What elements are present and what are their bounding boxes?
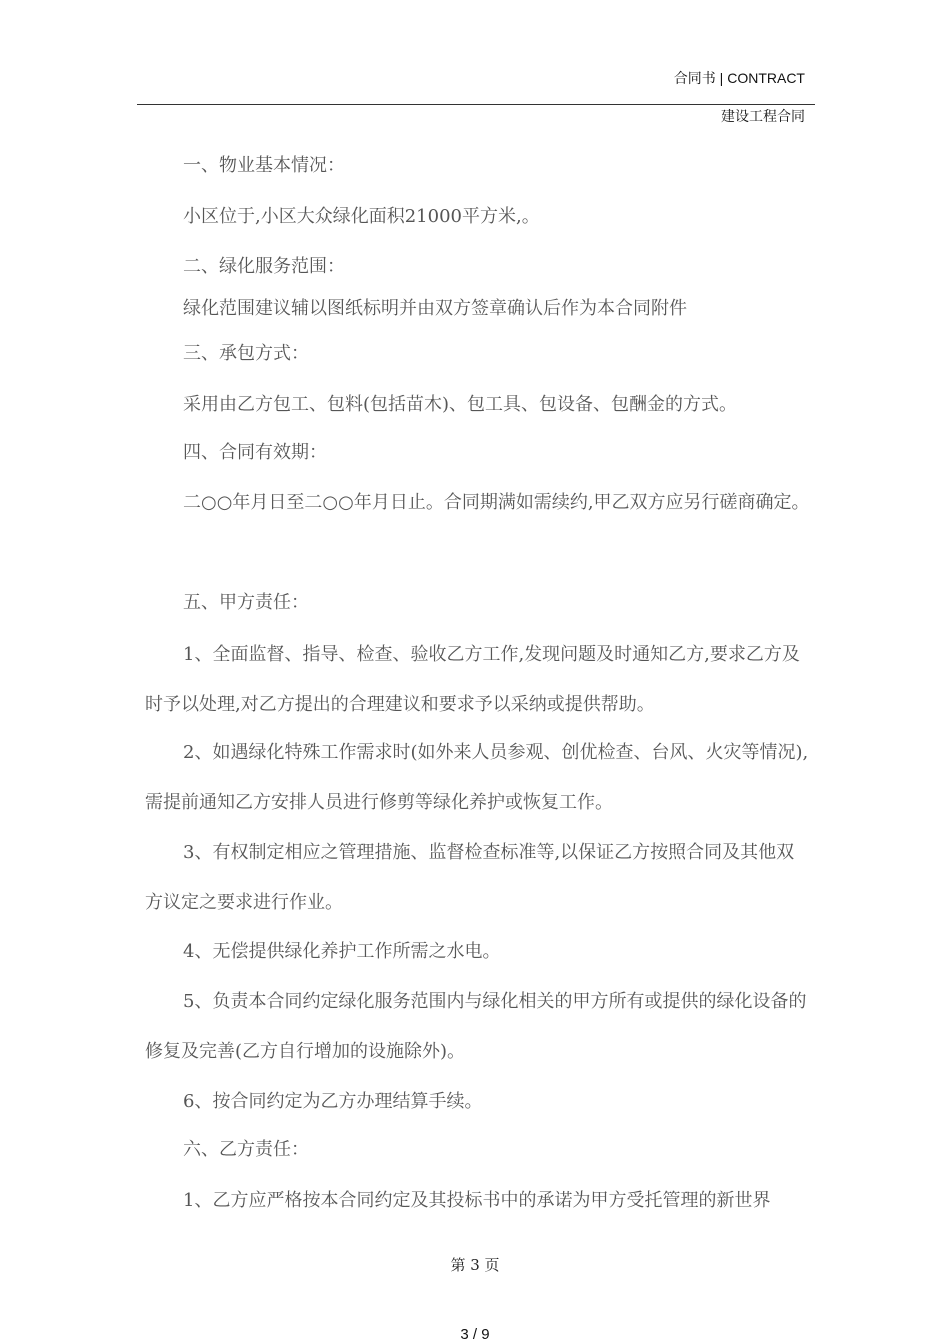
paragraph: 4、无偿提供绿化养护工作所需之水电。 <box>183 941 501 962</box>
paragraph: 1、乙方应严格按本合同约定及其投标书中的承诺为甲方受托管理的新世界 <box>183 1190 771 1211</box>
section-heading-2: 二、绿化服务范围： <box>183 256 345 277</box>
paragraph: 绿化范围建议辅以图纸标明并由双方签章确认后作为本合同附件 <box>183 298 687 319</box>
header-subtitle: 建设工程合同 <box>721 108 805 124</box>
page-count: 3 / 9 <box>460 1326 490 1343</box>
paragraph: 二○○年月日至二○○年月日止。合同期满如需续约,甲乙双方应另行磋商确定。 <box>183 492 810 513</box>
header-divider <box>137 104 815 105</box>
section-heading-5: 五、甲方责任： <box>183 592 309 613</box>
paragraph: 1、全面监督、指导、检查、验收乙方工作,发现问题及时通知乙方,要求乙方及时予以处理,对乙方提出的合理建议和要求予以采纳或提供帮助。 <box>145 644 800 715</box>
paragraph: 小区位于,小区大众绿化面积21000平方米,。 <box>183 206 540 227</box>
section-heading-3: 三、承包方式： <box>183 343 309 364</box>
paragraph: 3、有权制定相应之管理措施、监督检查标准等,以保证乙方按照合同及其他双方议定之要求进行作业。 <box>145 842 795 913</box>
header-title: 合同书 | CONTRACT <box>673 70 805 86</box>
paragraph: 6、按合同约定为乙方办理结算手续。 <box>183 1091 483 1112</box>
page-number-label: 第 3 页 <box>450 1256 500 1274</box>
paragraph: 2、如遇绿化特殊工作需求时(如外来人员参观、创优检查、台风、火灾等情况),需提前通知乙方安排人员进行修剪等绿化养护或恢复工作。 <box>145 742 809 813</box>
section-heading-4: 四、合同有效期： <box>183 442 327 463</box>
paragraph: 5、负责本合同约定绿化服务范围内与绿化相关的甲方所有或提供的绿化设备的修复及完善(乙方自行增加的设施除外)。 <box>145 991 807 1062</box>
section-heading-1: 一、物业基本情况： <box>183 155 345 176</box>
section-heading-6: 六、乙方责任： <box>183 1139 309 1160</box>
paragraph: 采用由乙方包工、包料(包括苗木)、包工具、包设备、包酬金的方式。 <box>183 394 738 415</box>
